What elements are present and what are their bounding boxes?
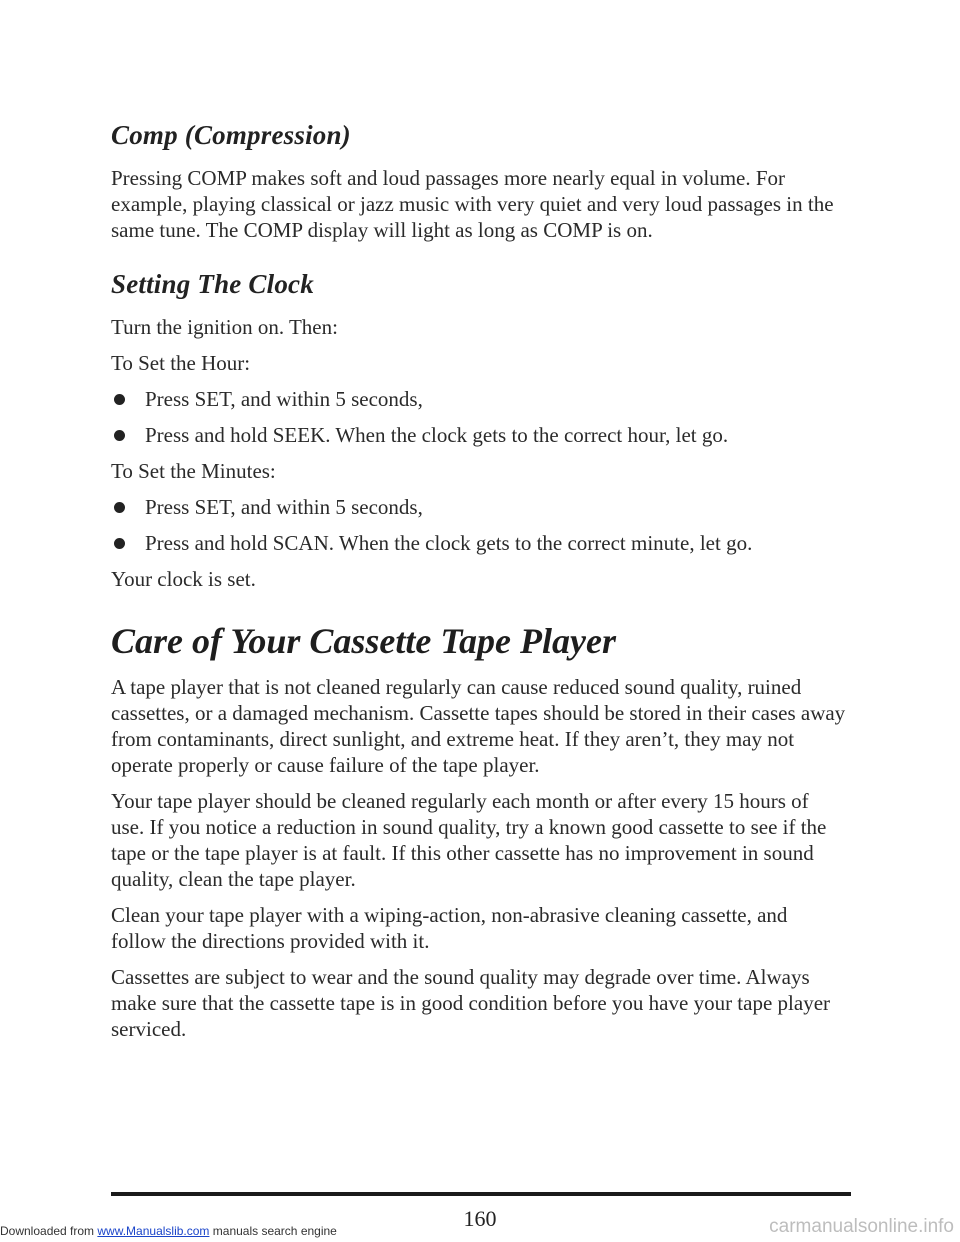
care-paragraph-1: A tape player that is not cleaned regularly can cause reduced sound quality, ruined cassettes, or a damaged mechanism. Cassette tapes should be stored in their cases away from contaminants, direct sunlight, and extreme heat. If they aren’t, they may not operate properly or cause failure of the tape player. [111,675,846,777]
care-paragraph-2: Your tape player should be cleaned regularly each month or after every 15 hours of use. If you notice a reduction in sound quality, try a known good cassette to see if the tape or the tape player is at fault. If this other cassette has no improvement in sound quality, clean the tape player. [111,789,827,891]
minutes-step-2: Press and hold SCAN. When the clock gets to the correct minute, let go. [145,531,753,555]
minutes-steps-list [111,494,846,556]
bullet-icon [114,538,125,549]
bullet-icon [114,430,125,441]
hour-label: To Set the Hour: [111,351,251,375]
list-item [111,422,846,448]
download-suffix: manuals search engine [209,1224,337,1238]
hour-step-2: Press and hold SEEK. When the clock gets to the correct hour, let go. [145,423,729,447]
clock-heading: Setting The Clock [111,269,314,299]
page-number: 160 [463,1206,497,1231]
hour-steps-list [111,386,846,448]
bullet-icon [114,502,125,513]
hour-step-1: Press SET, and within 5 seconds, [145,387,423,411]
download-notice [0,1224,337,1238]
list-item [111,530,846,556]
manualslib-link[interactable]: www.Manualslib.com [97,1224,210,1238]
clock-intro: Turn the ignition on. Then: [111,315,338,339]
care-paragraph-4: Cassettes are subject to wear and the sound quality may degrade over time. Always make sure that the cassette tape is in good condition before you have your tape player serviced. [111,965,831,1041]
list-item [111,386,846,412]
download-prefix: Downloaded from [0,1224,98,1238]
comp-paragraph: Pressing COMP makes soft and loud passages more nearly equal in volume. For example, playing classical or jazz music with very quiet and very loud passages in the same tune. The COMP display will light as long as COMP is on. [111,166,834,242]
comp-heading: Comp (Compression) [111,120,351,150]
site-watermark: carmanualsonline.info [769,1216,954,1237]
footer-rule [111,1192,851,1196]
care-heading: Care of Your Cassette Tape Player [111,621,616,661]
clock-outro: Your clock is set. [111,567,256,591]
page-content [111,120,846,1052]
care-paragraph-3: Clean your tape player with a wiping-action, non-abrasive cleaning cassette, and follow the directions provided with it. [111,903,788,953]
minutes-step-1: Press SET, and within 5 seconds, [145,495,423,519]
bullet-icon [114,394,125,405]
minutes-label: To Set the Minutes: [111,459,276,483]
list-item [111,494,846,520]
